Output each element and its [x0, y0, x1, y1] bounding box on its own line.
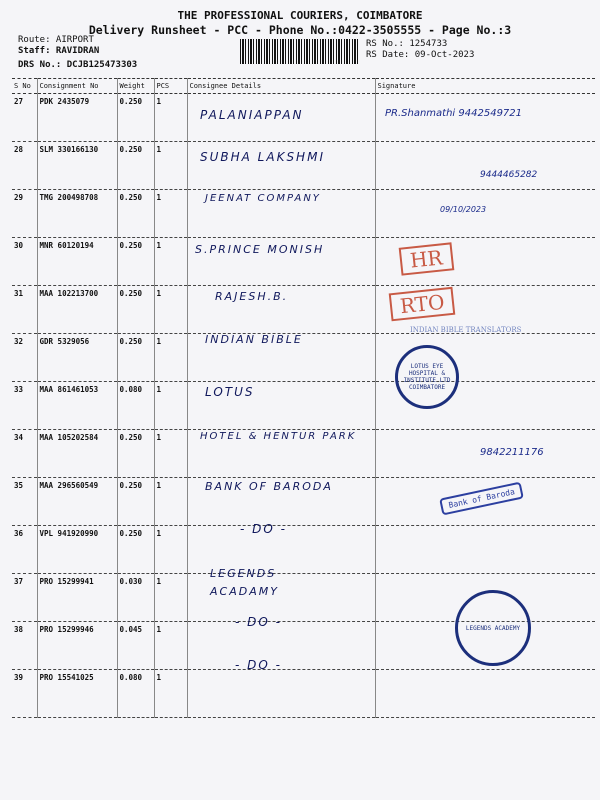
cell-weight: 0.250: [117, 94, 154, 142]
signature: 9444465282: [480, 170, 538, 180]
column-header: Signature: [375, 79, 595, 94]
cell-weight: 0.250: [117, 526, 154, 574]
signature: PR.Shanmathi 9442549721: [385, 108, 523, 119]
handwritten-consignee: - DO -: [235, 658, 282, 672]
staff: Staff: RAVIDRAN: [18, 46, 100, 56]
cell-sno: 28: [12, 142, 37, 190]
drs-number: DRS No.: DCJB125473303: [18, 60, 138, 70]
cell-sno: 27: [12, 94, 37, 142]
handwritten-consignee: BANK OF BARODA: [205, 480, 333, 493]
cell-sno: 32: [12, 334, 37, 382]
cell-pcs: 1: [154, 334, 187, 382]
academy-seal: LEGENDS ACADEMY: [455, 590, 531, 666]
handwritten-consignee: RAJESH.B.: [215, 290, 289, 303]
cell-pcs: 1: [154, 142, 187, 190]
cell-sno: 31: [12, 286, 37, 334]
bank-stamp: Bank of Baroda: [439, 482, 524, 516]
handwritten-consignee: LEGENDS ACADAMY: [210, 567, 279, 598]
cell-pcs: 1: [154, 94, 187, 142]
handwritten-consignee: PALANIAPPAN: [200, 108, 304, 122]
signature-cell: [375, 142, 595, 190]
hospital-seal: LOTUS EYE HOSPITAL & INSTITUTE LTD COIMBATORE: [395, 345, 459, 409]
consignee-cell: [187, 142, 375, 190]
cell-pcs: 1: [154, 286, 187, 334]
cell-consignment: MAA 296560549: [37, 478, 117, 526]
barcode: [240, 39, 360, 64]
cell-consignment: TMG 200498708: [37, 190, 117, 238]
signature: 09/10/2023: [440, 205, 487, 214]
handwritten-consignee: HOTEL & HENTUR PARK: [200, 431, 357, 442]
cell-weight: 0.250: [117, 190, 154, 238]
cell-weight: 0.045: [117, 622, 154, 670]
cell-sno: 37: [12, 574, 37, 622]
cell-consignment: PRO 15299941: [37, 574, 117, 622]
column-header: PCS: [154, 79, 187, 94]
cell-consignment: MAA 861461053: [37, 382, 117, 430]
cell-consignment: SLM 330166130: [37, 142, 117, 190]
cell-pcs: 1: [154, 238, 187, 286]
column-header: Consignee Details: [187, 79, 375, 94]
column-header: Consignment No: [37, 79, 117, 94]
cell-pcs: 1: [154, 382, 187, 430]
cell-pcs: 1: [154, 478, 187, 526]
cell-consignment: MAA 105202584: [37, 430, 117, 478]
cell-weight: 0.250: [117, 286, 154, 334]
signature-cell: [375, 670, 595, 718]
handwritten-consignee: LOTUS: [205, 385, 255, 399]
handwritten-consignee: S.PRINCE MONISH: [195, 243, 325, 256]
cell-consignment: PRO 15299946: [37, 622, 117, 670]
cell-sno: 33: [12, 382, 37, 430]
cell-consignment: GDR 5329056: [37, 334, 117, 382]
cell-sno: 39: [12, 670, 37, 718]
cell-weight: 0.250: [117, 142, 154, 190]
cell-sno: 36: [12, 526, 37, 574]
table-row: [12, 334, 595, 382]
cell-pcs: 1: [154, 430, 187, 478]
cell-pcs: 1: [154, 190, 187, 238]
cell-consignment: PDK 2435079: [37, 94, 117, 142]
table-row: [12, 142, 595, 190]
cell-weight: 0.030: [117, 574, 154, 622]
cell-weight: 0.250: [117, 478, 154, 526]
table-header-row: [12, 79, 595, 94]
sheet-title: THE PROFESSIONAL COURIERS, COIMBATORE: [177, 9, 423, 22]
cell-weight: 0.080: [117, 382, 154, 430]
route: Route: AIRPORT: [18, 35, 94, 45]
cell-pcs: 1: [154, 526, 187, 574]
cell-sno: 34: [12, 430, 37, 478]
table-row: [12, 382, 595, 430]
consignee-cell: [187, 670, 375, 718]
cell-consignment: PRO 15541025: [37, 670, 117, 718]
cell-weight: 0.250: [117, 334, 154, 382]
cell-sno: 30: [12, 238, 37, 286]
cell-consignment: MAA 102213700: [37, 286, 117, 334]
column-header: S No: [12, 79, 37, 94]
sheet-subtitle: Delivery Runsheet - PCC - Phone No.:0422-3505555 - Page No.:3: [88, 23, 512, 37]
cell-consignment: MNR 60120194: [37, 238, 117, 286]
rs-number: RS No.: 1254733: [366, 39, 448, 49]
handwritten-consignee: - DO -: [240, 522, 287, 536]
signature-cell: [375, 526, 595, 574]
handwritten-consignee: SUBHA LAKSHMI: [200, 150, 325, 164]
cell-consignment: VPL 941920990: [37, 526, 117, 574]
cell-weight: 0.250: [117, 430, 154, 478]
cell-sno: 35: [12, 478, 37, 526]
handwritten-consignee: JEENAT COMPANY: [205, 193, 321, 204]
red-stamp: RTO: [389, 287, 456, 322]
signature: 9842211176: [480, 447, 544, 458]
cell-weight: 0.250: [117, 238, 154, 286]
cell-pcs: 1: [154, 670, 187, 718]
rs-date: RS Date: 09-Oct-2023: [366, 50, 475, 60]
cell-pcs: 1: [154, 574, 187, 622]
cell-pcs: 1: [154, 622, 187, 670]
column-header: Weight: [117, 79, 154, 94]
cell-sno: 38: [12, 622, 37, 670]
organisation-stamp: INDIAN BIBLE TRANSLATORS: [410, 326, 522, 334]
cell-sno: 29: [12, 190, 37, 238]
red-stamp: HR: [399, 242, 454, 275]
cell-weight: 0.080: [117, 670, 154, 718]
handwritten-consignee: INDIAN BIBLE: [205, 333, 303, 346]
table-row: [12, 670, 595, 718]
handwritten-consignee: - DO -: [235, 615, 282, 629]
